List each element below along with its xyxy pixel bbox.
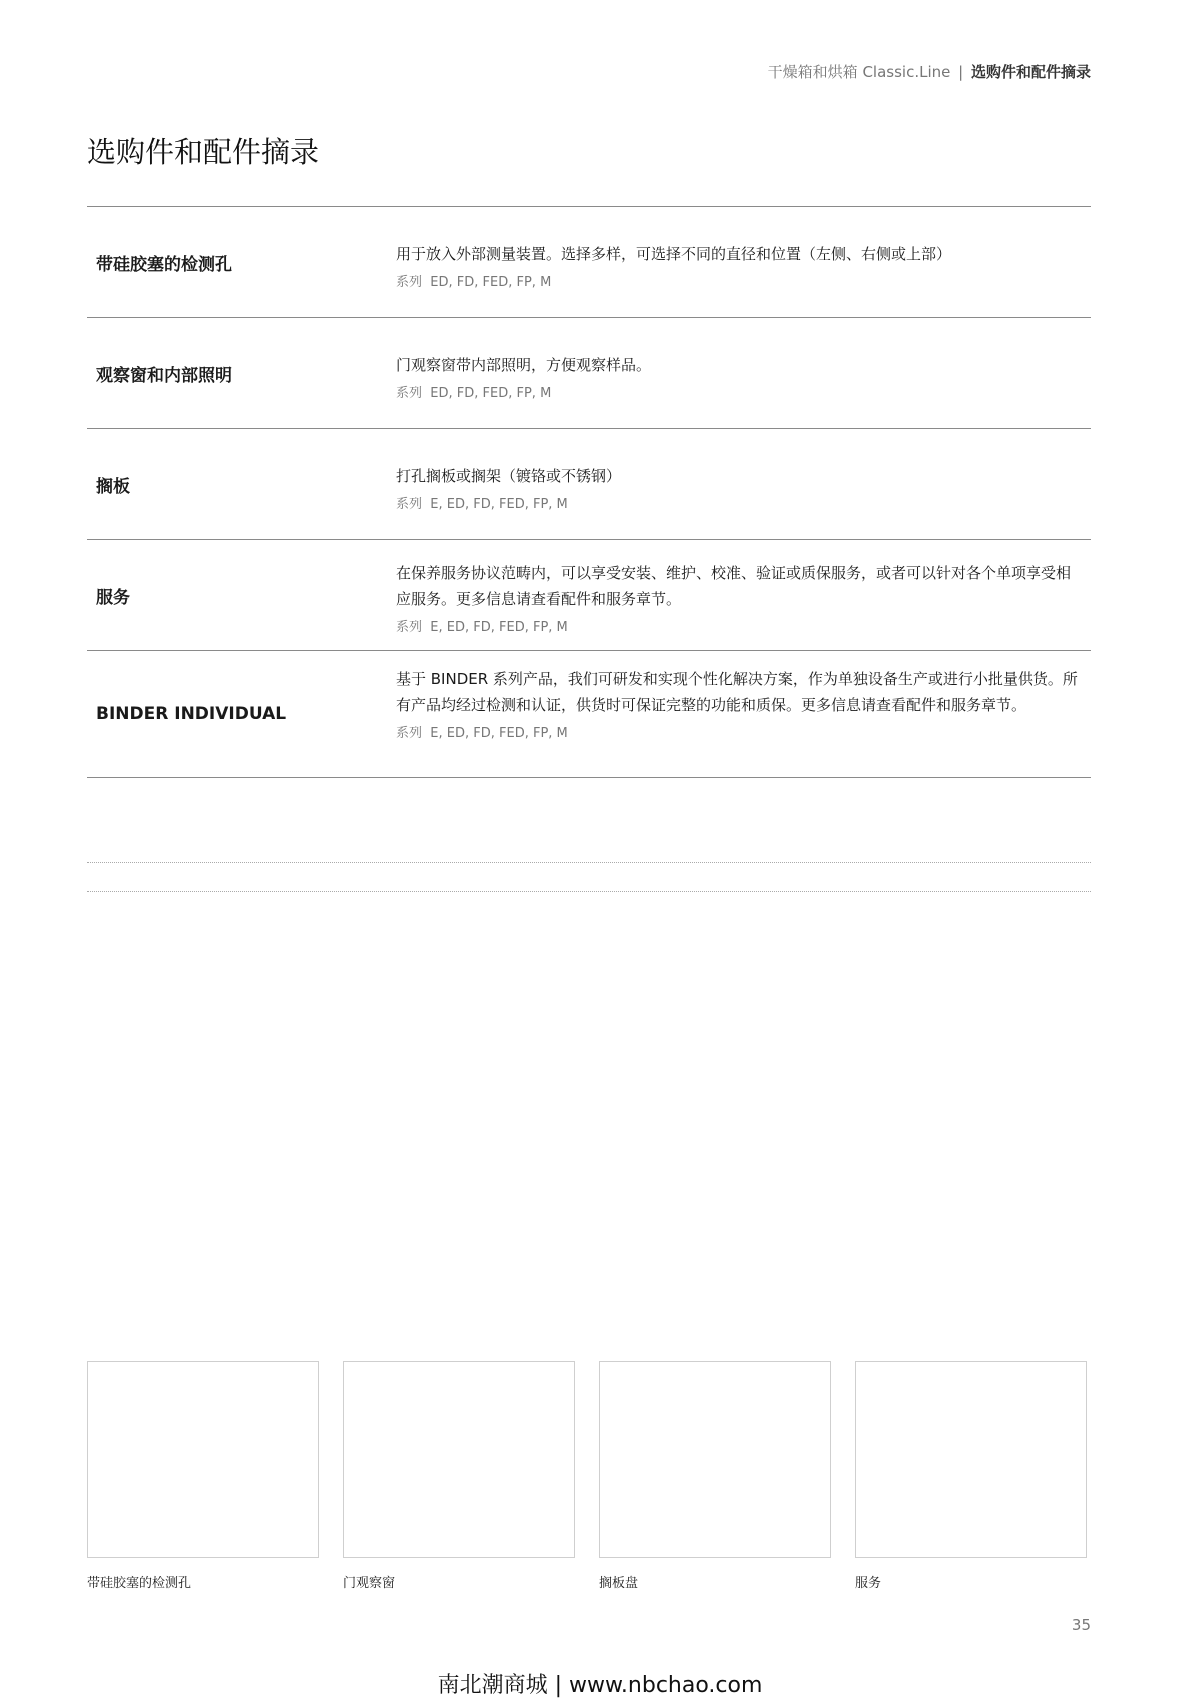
option-name: 搁板 [96,476,130,497]
series-value: E, ED, FD, FED, FP, M [430,726,568,741]
option-name: 带硅胶塞的检测孔 [96,254,232,275]
page-number: 35 [1071,1616,1091,1634]
header-section-title: 选购件和配件摘录 [970,63,1091,81]
dotted-divider [87,862,1091,863]
option-description [387,651,1091,777]
option-name: 服务 [96,587,130,608]
option-name: BINDER INDIVIDUAL [96,704,287,724]
thumbnail [343,1361,575,1591]
series-label: 系列 [396,275,423,290]
thumbnail-image [343,1361,575,1558]
series-value: E, ED, FD, FED, FP, M [430,620,568,635]
thumbnail-image [855,1361,1087,1558]
option-description [387,318,1091,428]
option-series [396,619,1081,637]
footer-watermark: 南北潮商城 | www.nbchao.com [437,1673,763,1698]
thumbnail-caption: 门观察窗 [343,1576,396,1591]
option-name: 观察窗和内部照明 [96,365,232,386]
table-row [87,539,1091,650]
table-row [87,317,1091,428]
thumbnail-image [599,1361,831,1558]
page-title: 选购件和配件摘录 [87,135,320,169]
option-description [387,207,1091,317]
series-value: ED, FD, FED, FP, M [430,386,552,401]
option-description-text: 打孔搁板或搁架（镀铬或不锈钢） [396,467,622,485]
running-header [768,61,1091,82]
thumbnail-caption: 搁板盘 [599,1576,639,1591]
option-description [387,429,1091,539]
options-table [87,206,1091,778]
option-description [387,540,1091,650]
thumbnail-caption: 服务 [855,1576,882,1591]
option-series [396,725,1081,743]
series-label: 系列 [396,386,423,401]
series-label: 系列 [396,497,423,512]
option-description-text: 用于放入外部测量装置。选择多样，可选择不同的直径和位置（左侧、右侧或上部） [396,245,952,263]
header-separator: | [958,63,964,81]
option-series [396,274,1081,292]
option-description-text: 门观察窗带内部照明，方便观察样品。 [396,356,652,374]
series-value: ED, FD, FED, FP, M [430,275,552,290]
series-label: 系列 [396,620,423,635]
series-value: E, ED, FD, FED, FP, M [430,497,568,512]
option-series [396,385,1081,403]
option-series [396,496,1081,514]
header-doc-title: 干燥箱和烘箱 Classic.Line [767,63,951,81]
thumbnail-image [87,1361,319,1558]
thumbnail [855,1361,1087,1591]
thumbnail [87,1361,319,1591]
thumbnail [599,1361,831,1591]
thumbnail-caption: 带硅胶塞的检测孔 [87,1576,192,1591]
option-description-text: 在保养服务协议范畴内，可以享受安装、维护、校准、验证或质保服务，或者可以针对各个单项享受相应服务。更多信息请查看配件和服务章节。 [396,564,1072,608]
option-description-text: 基于 BINDER 系列产品，我们可研发和实现个性化解决方案，作为单独设备生产或进行小批量供货。所有产品均经过检测和认证，供货时可保证完整的功能和质保。更多信息请查看配件和服务章节。 [396,670,1078,714]
dotted-divider [87,891,1091,892]
table-row [87,206,1091,317]
table-row [87,428,1091,539]
image-gallery [87,1361,1095,1591]
series-label: 系列 [396,726,423,741]
table-row [87,650,1091,778]
